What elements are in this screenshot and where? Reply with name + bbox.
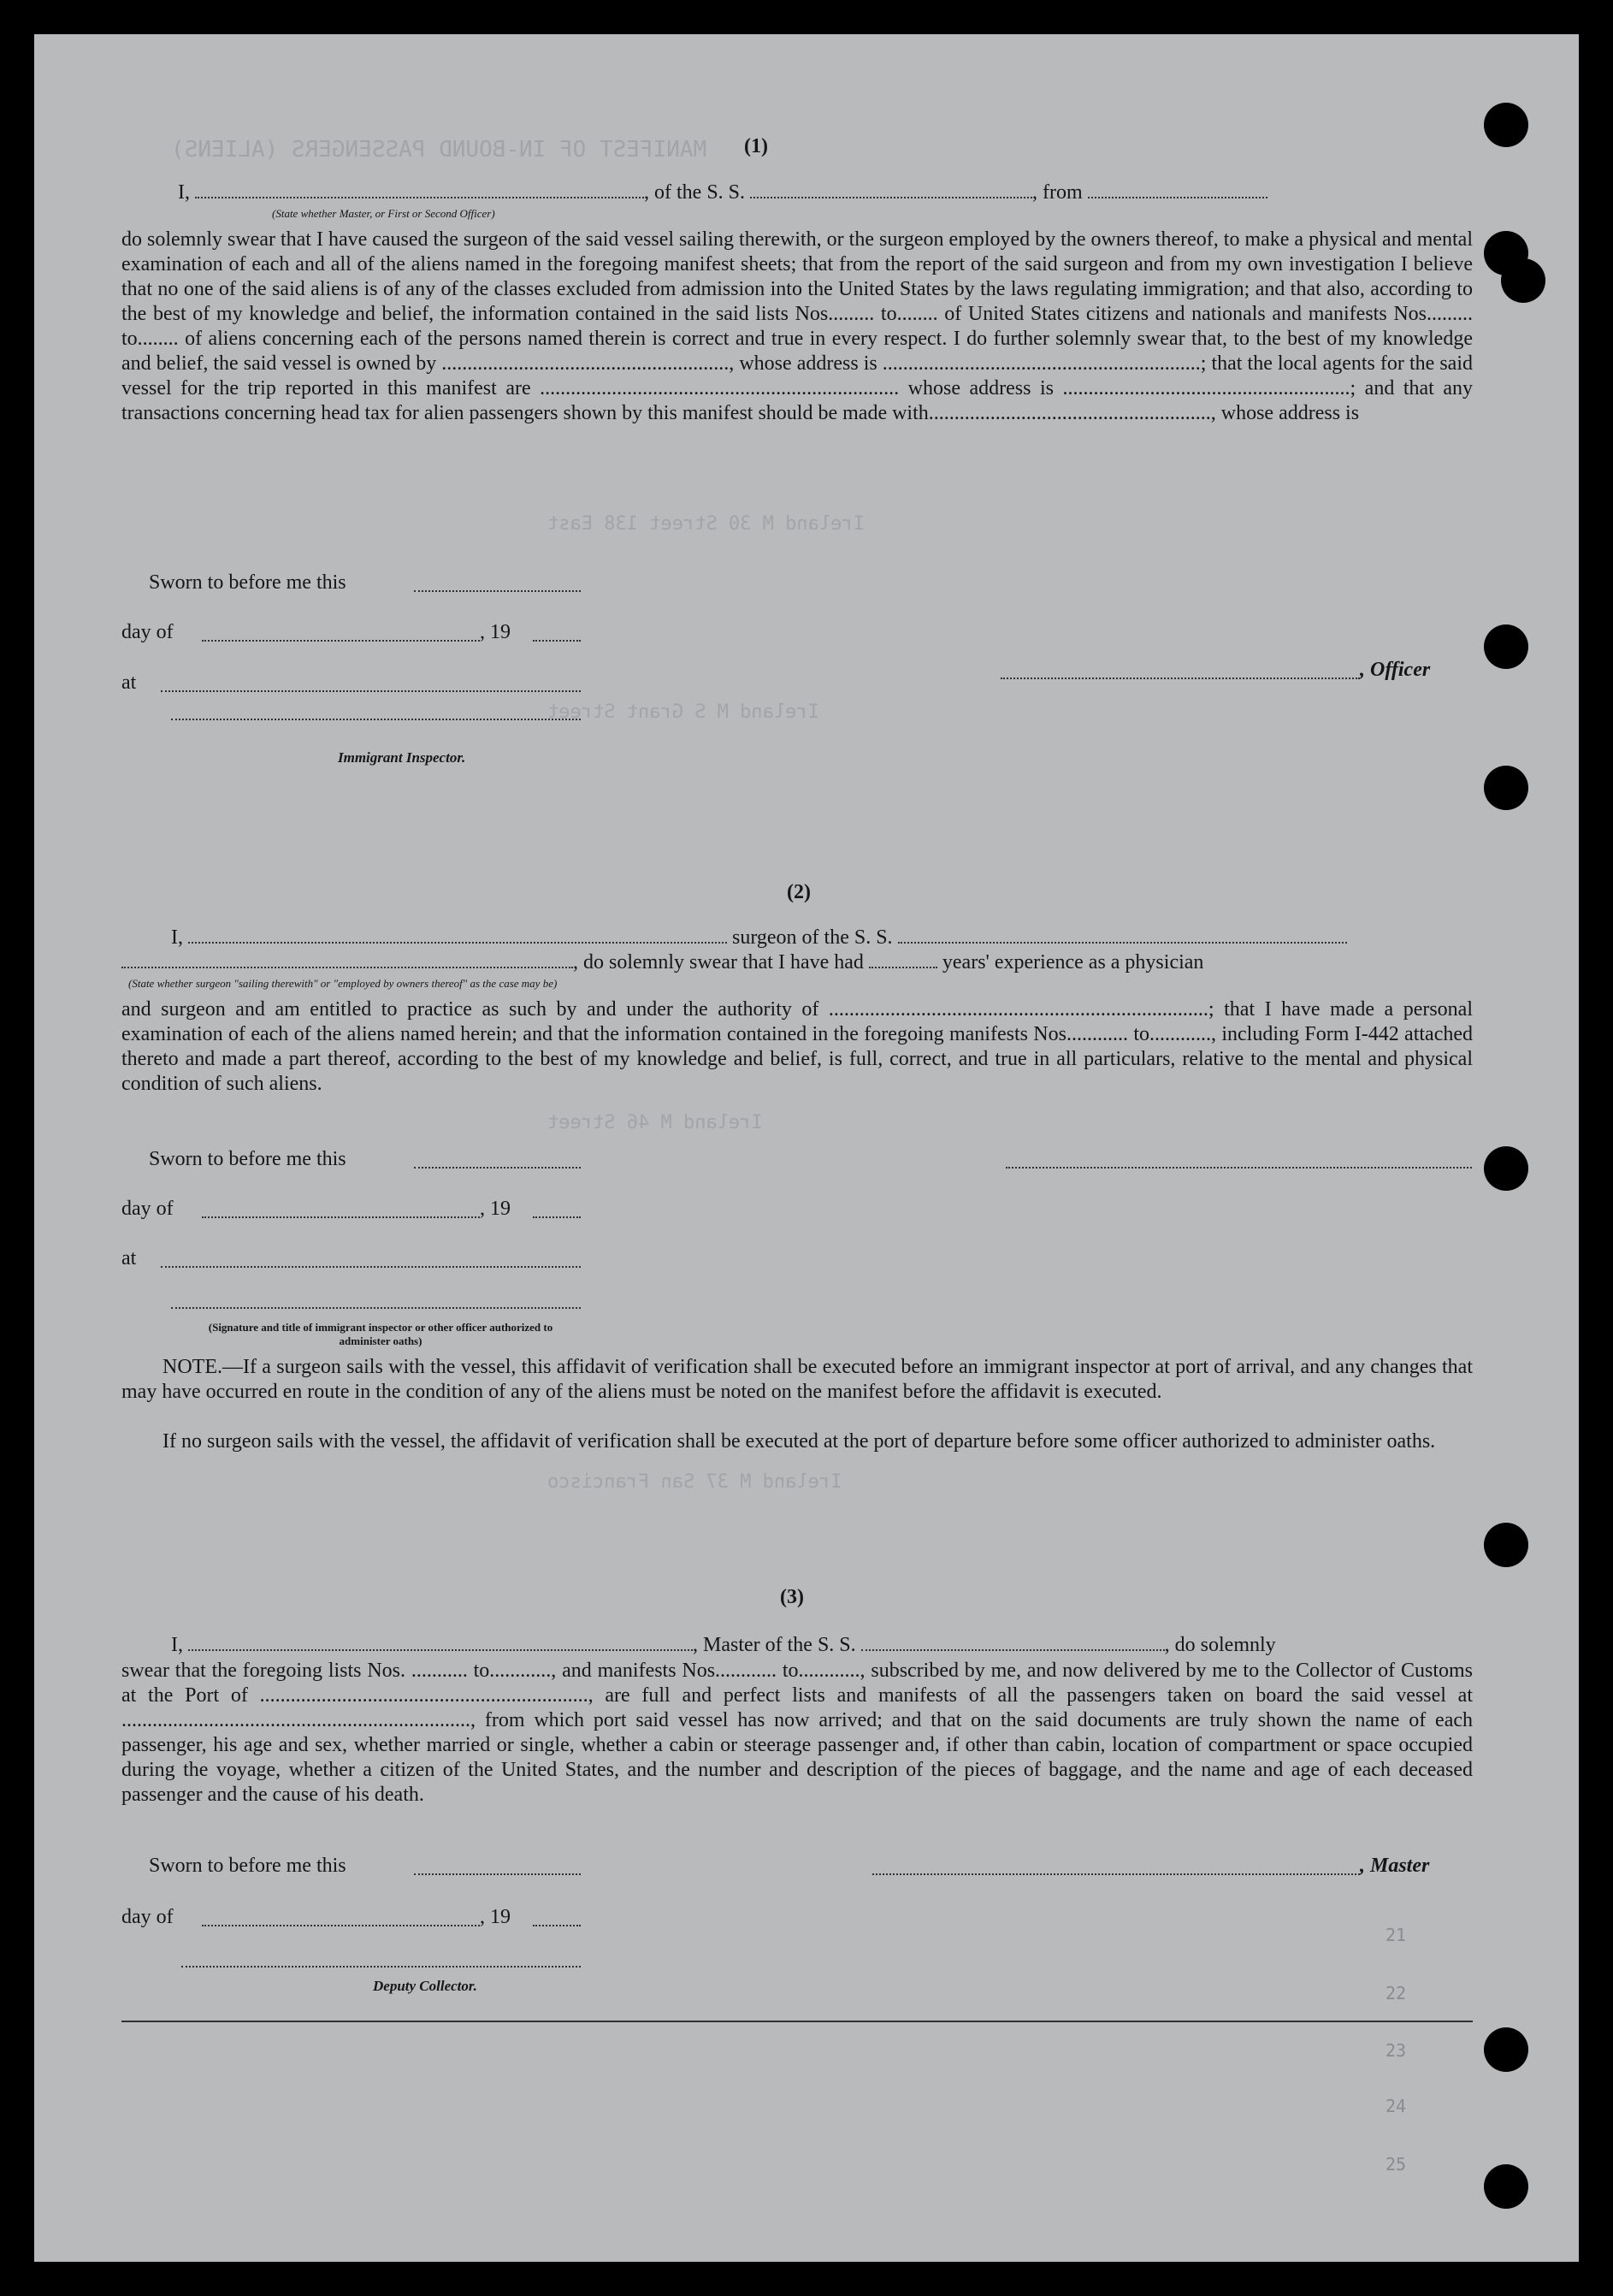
section-2-signature-caption: (Signature and title of immigrant inspector or other officer authorized to administer oaths) [208,1321,553,1347]
solemnly-swear-label: , do solemnly swear that I have had [573,951,864,973]
vessel-name-blank-3 [861,1634,1165,1651]
punch-hole [1501,258,1545,303]
punch-hole [1484,2164,1528,2209]
officer-name-blank [195,181,644,198]
section-3-sworn-label: Sworn to before me this [149,1855,346,1877]
master-label: , Master [1360,1855,1430,1877]
officer-label: , Officer [1360,659,1431,681]
bottom-rule [121,2021,1473,2022]
from-label: , from [1032,181,1083,204]
section-1-body: do solemnly swear that I have caused the surgeon of the said vessel sailing therewith, or the surgeon employed by the owners thereof, to make a physical and mental examination of each and all of the aliens named in the foregoing manifest sheets; that from the report of the said surgeon and from my own investigation I believe that no one of the said aliens is of any of the classes excluded from admission into the United States by the laws regulating immigration; and that also, according to the best of my knowledge and belief, the information contained in the said lists Nos......... to........ of United States citizens and nationals and manifests Nos......... to........ of aliens concerning each of the persons named therein is correct and true in every respect. I do further solemnly swear that, to the best of my knowledge and belief, the said vessel is owned by ........................................................, whose address is ..............................................................; that the local agents for the said vessel for the trip reported in this manifest are ...................................................................... whose address is ........................................................; and that any transactions concerning head tax for alien passengers shown by this manifest should be made with......................................................., whose address is [121,228,1474,424]
section-1-caption: (State whether Master, or First or Second Officer) [272,207,495,220]
section-3-number: (3) [780,1586,804,1608]
section-2-number: (2) [787,881,811,903]
bleed-through-text: Ireland M 46 Street [547,1112,763,1133]
section-3-day-blank [202,1925,480,1926]
margin-mark: 22 [1386,1983,1407,2003]
surgeon-of-label: surgeon of the S. S. [732,926,893,949]
bleed-through-text: Ireland M 30 Street 138 East [547,513,865,535]
section-2-caption: (State whether surgeon "sailing therewith" or "employed by owners thereof" as the case may be) [128,977,558,990]
section-2-year-blank [533,1216,581,1218]
section-1-at-label: at [121,672,137,694]
section-2-at-label: at [121,1247,137,1269]
section-2-officer-signature-blank [171,1307,581,1309]
margin-mark: 25 [1386,2154,1407,2175]
punch-hole [1484,624,1528,669]
section-3-sworn-blank [414,1873,581,1875]
section-1-sworn-label: Sworn to before me this [149,571,346,594]
section-2-at-blank [161,1266,581,1268]
section-3-body: swear that the foregoing lists Nos. ........... to............, and manifests Nos............ to............, subscribed by me, and now delivered by me to the Collector of Customs at the Port of ................................................................, are full and perfect lists and manifests of all the passengers taken on board the said vessel at ...................................................................., from which port said vessel has now arrived; and that on the said documents are truly shown the name of each passenger, his age and sex, whether married or single, whether a cabin or steerage passenger and, if other than cabin, location of compartment or space occupied during the voyage, whether a citizen of the United States, and the number and description of the pieces of baggage, and the name and age of each deceased passenger and the cause of his death. [121,1660,1473,1806]
bleed-through-text: MANIFEST OF IN-BOUND PASSENGERS (ALIENS) [171,137,707,163]
note-label: NOTE. [162,1356,222,1378]
section-2-year-label: , 19 [480,1198,511,1220]
punch-hole [1484,1523,1528,1567]
section-2-sworn-label: Sworn to before me this [149,1148,346,1170]
surgeon-status-blank [121,951,573,968]
punch-hole [1484,1146,1528,1191]
section-3-day-of-label: day of [121,1906,174,1928]
section-3-year-label: , 19 [480,1906,511,1928]
section-2-note-2 [121,1429,1473,1454]
section-3-year-blank [533,1925,581,1926]
margin-mark: 21 [1386,1925,1407,1945]
section-2-line-2 [121,951,1203,974]
section-2-sworn-blank [414,1167,581,1169]
punch-hole [1484,2027,1528,2072]
officer-signature-blank [1001,678,1360,679]
years-experience-label: years' experience as a physician [942,951,1204,973]
section-1-sworn-blank [414,590,581,592]
punch-hole [1484,766,1528,810]
section-1-at-blank [161,690,581,692]
form-page [34,34,1579,2262]
section-2-note [121,1355,1473,1405]
section-1-year-blank [533,640,581,642]
surgeon-signature-blank [1006,1167,1472,1169]
margin-mark: 23 [1386,2040,1407,2061]
section-1-number: (1) [744,135,768,157]
section-1-day-blank [202,640,480,642]
section-1-first-line [178,181,1267,204]
section-2-day-blank [202,1216,480,1218]
section-2-body: and surgeon and am entitled to practice as such by and under the authority of ..........................................................................; that I have made a personal examination of each of the aliens named herein; and that the information contained in the foregoing manifests Nos............ to............, including Form I-442 attached thereto and made a part thereof, according to the best of my knowledge and belief, is full, correct, and true in all particulars, relative to the mental and physical condition of such aliens. [121,998,1473,1095]
margin-mark: 24 [1386,2096,1407,2116]
i-label: I, [171,1634,183,1656]
master-name-blank [188,1634,693,1651]
deputy-collector-label: Deputy Collector. [373,1978,477,1994]
inspector-signature-blank [171,719,581,720]
section-1-day-of-label: day of [121,621,174,643]
section-2-line-1 [171,926,1347,950]
bleed-through-text: Ireland M S Grant Street [547,701,819,723]
punch-hole [1484,103,1528,147]
section-3-line-1 [171,1634,1276,1657]
section-2-day-of-label: day of [121,1198,174,1220]
section-1-year-label: , 19 [480,621,511,643]
i-label: I, [171,926,183,949]
surgeon-name-blank [188,926,727,944]
master-signature-blank [872,1873,1360,1875]
master-of-label: , Master of the S. S. [693,1634,856,1656]
vessel-name-blank [750,181,1032,198]
immigrant-inspector-label: Immigrant Inspector. [338,749,466,766]
i-label: I, [178,181,190,204]
vessel-name-blank-2 [898,926,1347,944]
bleed-through-text: Ireland M 37 San Francisco [547,1471,842,1493]
years-blank [869,951,937,968]
from-port-blank [1088,181,1267,198]
of-ss-label: , of the S. S. [644,181,746,204]
do-solemnly-label: , do solemnly [1164,1634,1276,1656]
note-2-text: If no surgeon sails with the vessel, the affidavit of verification shall be executed at the port of departure before some officer authorized to administer oaths. [162,1430,1436,1453]
note-text: —If a surgeon sails with the vessel, this affidavit of verification shall be executed before an immigrant inspector at port of arrival, and any changes that may have occurred en route in the condition of any of the aliens must be noted on the manifest before the affidavit is executed. [121,1356,1473,1403]
collector-signature-blank [181,1966,581,1968]
